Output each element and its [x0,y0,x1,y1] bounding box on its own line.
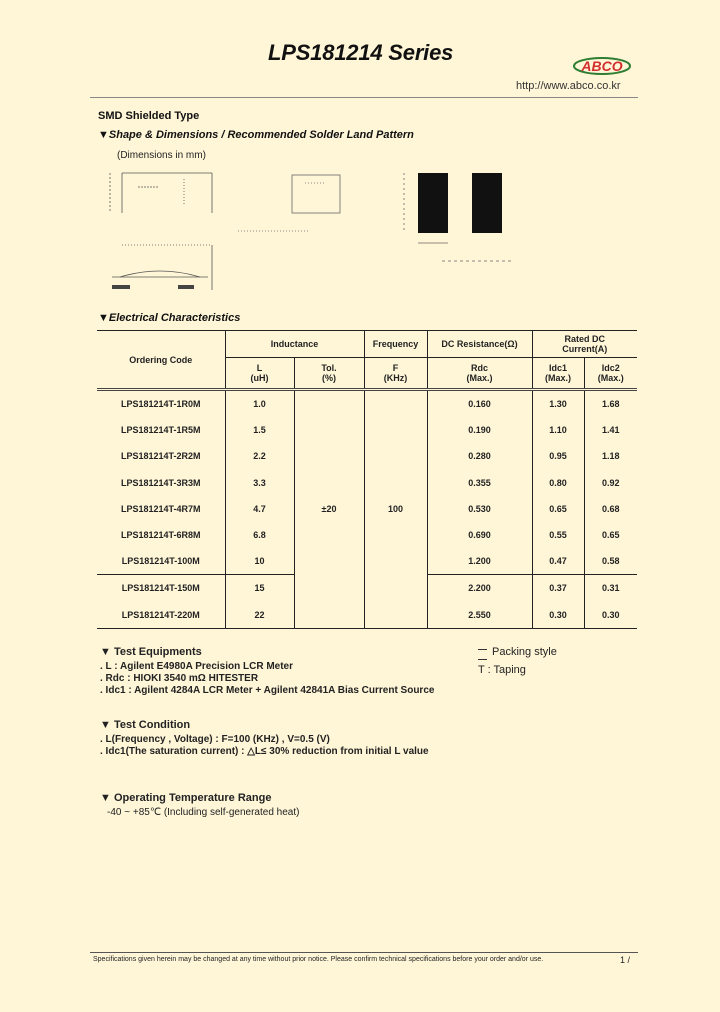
test-condition-line: . L(Frequency , Voltage) : F=100 (KHz) , V=0.5 (V) [100,734,330,745]
test-condition-line: . Idc1(The saturation current) : △L≤ 30% reduction from initial L value [100,746,429,757]
header-idc2: Idc2 (Max.) [584,358,637,390]
page-title: LPS181214 Series [268,40,454,65]
table-row: LPS181214T-150M 15 2.200 0.37 0.31 [97,575,637,602]
side-view-drawing [112,245,212,290]
operating-temp-value: -40 ~ +85℃ (Including self-generated heat) [107,807,300,818]
header-ordering-code: Ordering Code [97,331,225,390]
header-rdc: Rdc (Max.) [427,358,532,390]
header-l: L (uH) [225,358,294,390]
test-equipments-title: ▼ Test Equipments [100,646,202,658]
table-row: LPS181214T-1R5M 1.5 0.190 1.10 1.41 [97,417,637,443]
table-row: LPS181214T-2R2M 2.2 0.280 0.95 1.18 [97,443,637,469]
website-url[interactable]: http://www.abco.co.kr [516,80,621,92]
header-rated-dc-line1: Rated DC [564,334,605,344]
side-terminal-right [178,285,194,289]
side-terminal-left [112,285,130,289]
shape-section-title: ▼Shape & Dimensions / Recommended Solder Land Pattern [98,129,414,141]
header-idc1: Idc1 (Max.) [532,358,584,390]
land-pad-left [418,173,448,233]
table-row: LPS181214T-3R3M 3.3 0.355 0.80 0.92 [97,470,637,496]
electrical-section-title: ▼Electrical Characteristics [98,312,241,324]
packing-style-title: Packing style [492,646,557,658]
header-rated-dc-current [532,331,637,358]
test-condition-title: ▼ Test Condition [100,719,191,731]
land-pad-right [472,173,502,233]
electrical-table [97,330,637,629]
operating-temp-title: ▼ Operating Temperature Range [100,792,272,804]
footer-note: Specifications given herein may be changed at any time without prior notice. Please confirm technical specifications before your order and/or use. [93,956,544,963]
header-f: F (KHz) [364,358,427,390]
dimensions-note: (Dimensions in mm) [117,150,206,161]
test-equipment-line: . Rdc : HIOKI 3540 mΩ HITESTER [100,673,259,684]
table-row: LPS181214T-1R0M 1.0 ±20 100 0.160 1.30 1.68 [97,390,637,418]
header-dc-resistance: DC Resistance(Ω) [427,331,532,358]
header-rated-dc-line2: Current(A) [562,344,608,354]
header-frequency: Frequency [364,331,427,358]
table-row: LPS181214T-6R8M 6.8 0.690 0.55 0.65 [97,522,637,548]
packing-style-icon [478,649,487,660]
top-view-drawing [110,173,212,213]
dimension-drawings [100,165,540,310]
land-pattern-drawing [404,173,512,261]
packing-style-value: T : Taping [478,664,526,676]
abco-logo [572,54,632,78]
bottom-view-drawing [238,175,340,231]
table-row: LPS181214T-100M 10 1.200 0.47 0.58 [97,548,637,575]
page-number: 1 / [620,955,631,965]
tolerance-cell: ±20 [294,390,364,629]
frequency-cell: 100 [364,390,427,629]
header-divider [90,97,638,98]
test-equipment-line: . Idc1 : Agilent 4284A LCR Meter + Agilent 42841A Bias Current Source [100,685,435,696]
table-row: LPS181214T-4R7M 4.7 0.530 0.65 0.68 [97,496,637,522]
header-inductance: Inductance [225,331,364,358]
type-label: SMD Shielded Type [98,110,200,122]
header-tol: Tol. (%) [294,358,364,390]
footer-divider [90,952,638,953]
table-row: LPS181214T-220M 22 2.550 0.30 0.30 [97,602,637,629]
brand-text: ABCO [581,58,623,74]
test-equipment-line: . L : Agilent E4980A Precision LCR Meter [100,661,294,672]
